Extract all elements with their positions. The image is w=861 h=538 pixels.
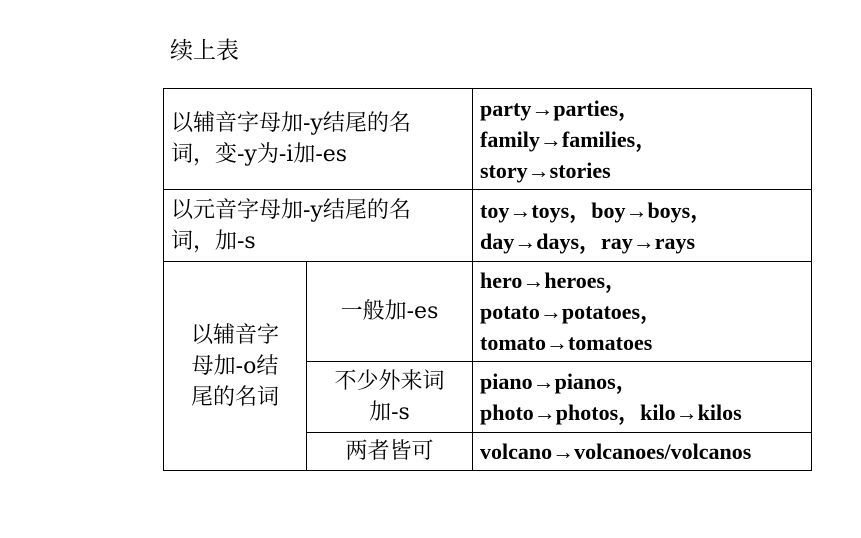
- example-line: piano→pianos，: [480, 369, 638, 394]
- rule-text-line: 词，加-s: [171, 228, 256, 254]
- group-label-line: 以辅音字: [190, 322, 279, 348]
- table-row: [164, 89, 812, 190]
- rule-text-line: 词，变-y为-i加-es: [171, 142, 348, 167]
- example-cell: [473, 433, 812, 471]
- example-line: party→parties，: [480, 95, 641, 121]
- group-label-cell: [164, 262, 307, 471]
- example-line: tomato→tomatoes: [480, 330, 653, 355]
- example-cell: [473, 262, 812, 362]
- example-cell: [473, 190, 812, 262]
- example-line: potato→potatoes，: [480, 299, 663, 324]
- table-row: [164, 190, 812, 262]
- table-caption: 续上表: [170, 38, 239, 64]
- example-line: family→families，: [480, 126, 658, 152]
- example-cell: [473, 89, 812, 190]
- example-cell: [473, 362, 812, 433]
- example-line: hero→heroes，: [480, 268, 628, 293]
- group-label-line: 尾的名词: [190, 384, 279, 410]
- rule-cell: [164, 190, 473, 262]
- example-line: story→stories: [480, 157, 611, 183]
- rule-text-line: 以元音字母加-y结尾的名: [171, 197, 411, 223]
- rule-cell: [164, 89, 473, 190]
- sub-rule-text: 一般加-es: [340, 299, 439, 324]
- example-line: volcano→volcanoes/volcanos: [480, 439, 752, 464]
- example-line: toy→toys，boy→boys，: [480, 197, 713, 223]
- sub-rule-cell: [307, 362, 473, 433]
- sub-rule-cell: [307, 433, 473, 471]
- table-row: [164, 262, 812, 362]
- example-line: day→days，ray→rays: [480, 228, 696, 254]
- rule-text-line: 以辅音字母加-y结尾的名: [171, 111, 411, 136]
- plural-rules-table: [163, 88, 812, 471]
- example-line: photo→photos，kilo→kilos: [480, 400, 742, 425]
- sub-rule-text: 不少外来词: [334, 369, 445, 394]
- sub-rule-text: 加-s: [369, 400, 410, 425]
- sub-rule-cell: [307, 262, 473, 362]
- group-label-line: 母加-o结: [191, 353, 279, 379]
- sub-rule-text: 两者皆可: [345, 439, 434, 464]
